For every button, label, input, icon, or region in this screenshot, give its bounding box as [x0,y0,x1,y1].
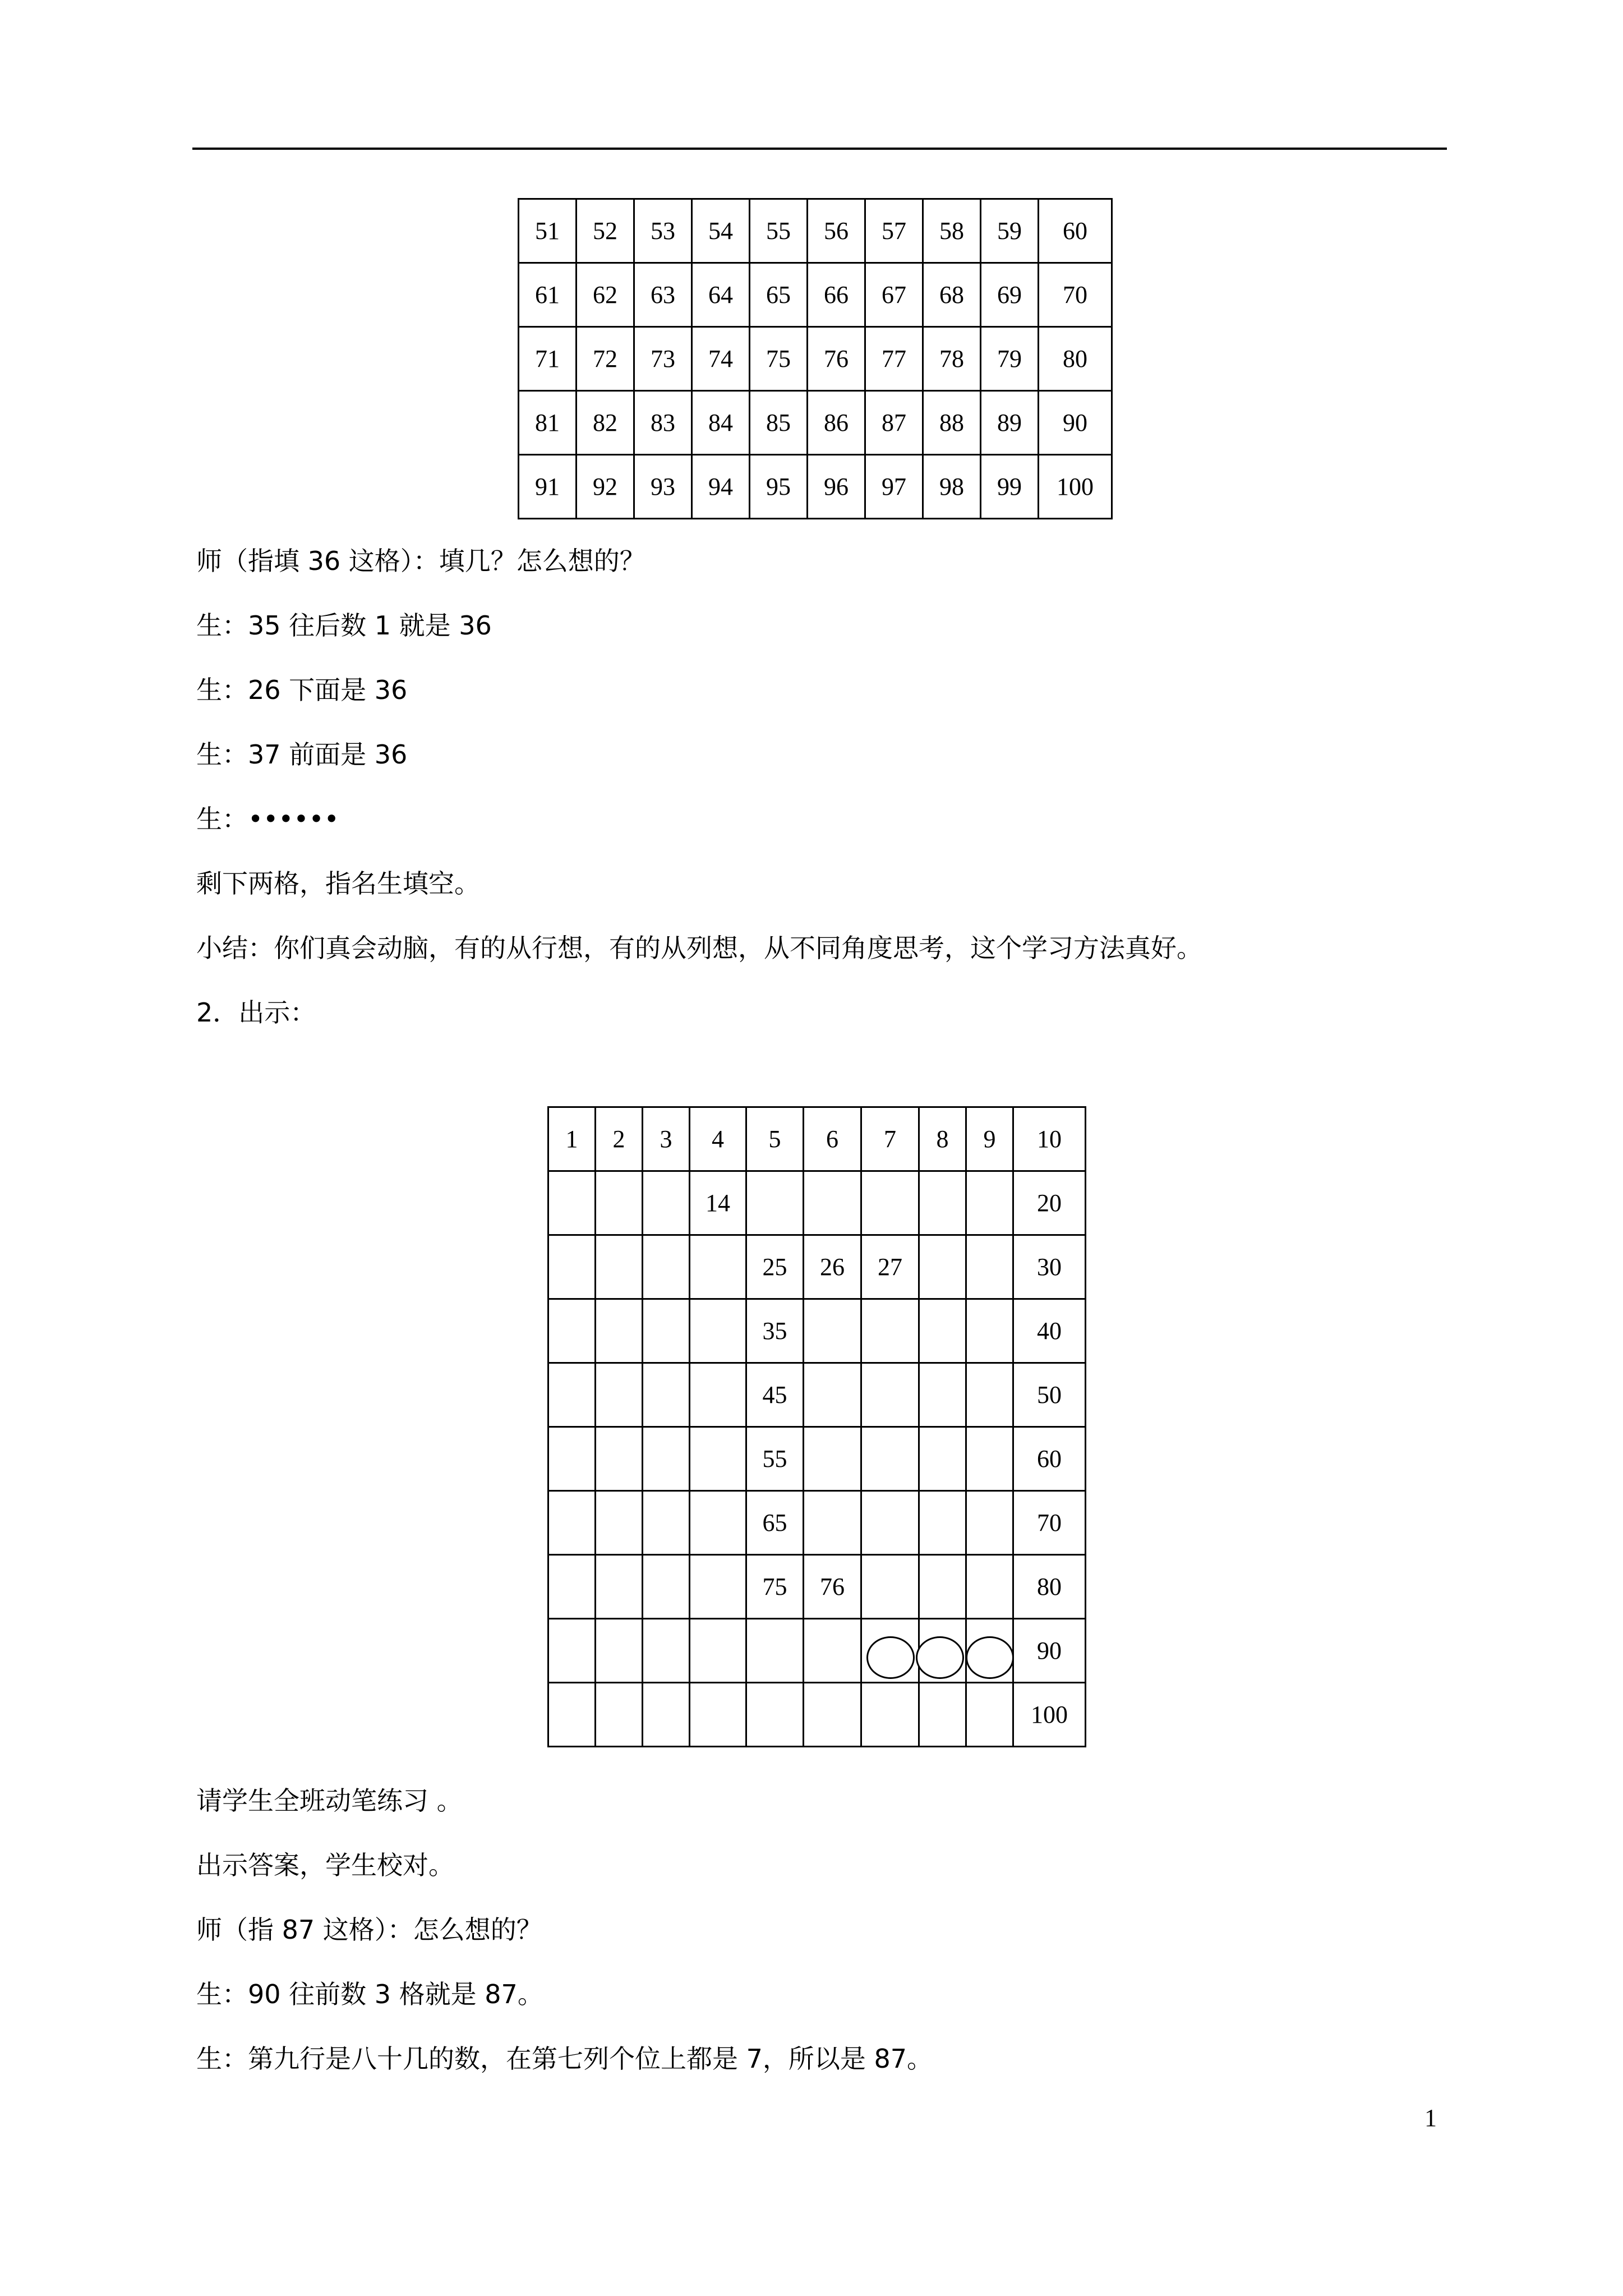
dialogue-line: 生：37 前面是 36 [196,739,408,770]
grid-row [519,455,1112,519]
grid-cell: 93 [634,455,692,519]
grid-cell [919,1171,966,1235]
grid-row [548,1427,1086,1491]
grid-cell: 40 [1013,1299,1086,1363]
grid-cell [643,1427,690,1491]
grid-cell: 69 [981,263,1039,327]
grid-cell: 59 [981,199,1039,263]
grid-cell [596,1363,643,1427]
grid-cell: 70 [1039,263,1112,327]
grid-cell: 6 [804,1107,861,1171]
grid-cell: 65 [750,263,808,327]
grid-cell: 83 [634,391,692,455]
grid-cell [861,1491,919,1555]
dialogue-line: 生：26 下面是 36 [196,675,408,705]
grid-cell: 82 [577,391,634,455]
grid-cell [690,1491,746,1555]
grid-cell [804,1491,861,1555]
grid-cell [966,1299,1013,1363]
circled-cell [966,1636,1014,1679]
grid-cell: 86 [808,391,865,455]
grid-cell: 52 [577,199,634,263]
grid-cell: 96 [808,455,865,519]
grid-cell: 80 [1013,1555,1086,1619]
grid-cell: 60 [1013,1427,1086,1491]
dialogue-line: 剩下两格，指名生填空。 [196,868,480,899]
grid-cell: 91 [519,455,577,519]
grid-cell: 1 [548,1107,596,1171]
grid-cell: 35 [746,1299,804,1363]
grid-cell [861,1363,919,1427]
grid-row [519,263,1112,327]
page-number: 1 [1424,2104,1437,2132]
grid-row [519,391,1112,455]
grid-cell [919,1363,966,1427]
grid-cell [548,1555,596,1619]
grid-cell [919,1427,966,1491]
grid-cell [861,1299,919,1363]
grid-cell: 14 [690,1171,746,1235]
dialogue-line: 师（指 87 这格）：怎么想的？ [196,1915,542,1945]
grid-row [548,1683,1086,1747]
grid-cell: 50 [1013,1363,1086,1427]
grid-cell: 71 [519,327,577,391]
dialogue-line: 师（指填 36 这格）：填几？怎么想的？ [196,546,645,576]
grid-cell: 98 [923,455,981,519]
grid-cell [548,1299,596,1363]
grid-cell [643,1619,690,1683]
grid-cell [966,1235,1013,1299]
grid-cell [596,1171,643,1235]
grid-cell: 75 [746,1555,804,1619]
grid-cell [746,1619,804,1683]
grid-cell [919,1299,966,1363]
grid-cell [804,1619,861,1683]
grid-cell [966,1427,1013,1491]
grid-cell: 7 [861,1107,919,1171]
grid-cell [596,1491,643,1555]
grid-cell [804,1363,861,1427]
grid-row [548,1491,1086,1555]
dialogue-line: 生：•••••• [196,804,339,834]
grid-cell [548,1171,596,1235]
grid-cell [643,1491,690,1555]
grid-cell: 100 [1013,1683,1086,1747]
grid-cell: 3 [643,1107,690,1171]
grid-cell: 84 [692,391,750,455]
grid-cell: 60 [1039,199,1112,263]
grid-cell [596,1299,643,1363]
grid-cell: 54 [692,199,750,263]
grid-cell [643,1683,690,1747]
grid-cell: 80 [1039,327,1112,391]
grid-cell: 89 [981,391,1039,455]
grid-cell [804,1427,861,1491]
grid-cell [690,1299,746,1363]
grid-cell [746,1171,804,1235]
grid-cell: 26 [804,1235,861,1299]
grid-cell: 94 [692,455,750,519]
circled-cell [916,1636,964,1679]
grid-cell: 99 [981,455,1039,519]
summary-line: 小结：你们真会动脑，有的从行想，有的从列想，从不同角度思考，这个学习方法真好。 [196,933,1202,963]
grid-cell: 65 [746,1491,804,1555]
grid-cell: 8 [919,1107,966,1171]
grid-cell: 88 [923,391,981,455]
grid-cell: 5 [746,1107,804,1171]
grid-cell [966,1363,1013,1427]
grid-cell [966,1683,1013,1747]
grid-row [548,1299,1086,1363]
grid-cell [861,1171,919,1235]
grid-cell [919,1683,966,1747]
grid-cell: 67 [865,263,923,327]
grid-cell [548,1491,596,1555]
grid-cell: 30 [1013,1235,1086,1299]
grid-cell: 76 [804,1555,861,1619]
grid-cell [548,1683,596,1747]
grid-cell [548,1619,596,1683]
grid-cell: 4 [690,1107,746,1171]
grid-cell: 2 [596,1107,643,1171]
grid-cell: 62 [577,263,634,327]
grid-cell [690,1683,746,1747]
grid-cell: 92 [577,455,634,519]
grid-cell: 75 [750,327,808,391]
grid-cell [919,1235,966,1299]
grid-cell [804,1171,861,1235]
grid-cell: 55 [746,1427,804,1491]
grid-cell: 97 [865,455,923,519]
grid-cell [548,1363,596,1427]
grid-cell: 79 [981,327,1039,391]
grid-cell: 61 [519,263,577,327]
grid-cell: 9 [966,1107,1013,1171]
grid-cell: 63 [634,263,692,327]
grid-cell: 66 [808,263,865,327]
grid-cell: 87 [865,391,923,455]
grid-cell: 90 [1013,1619,1086,1683]
grid-row [548,1171,1086,1235]
grid-cell [861,1683,919,1747]
grid-row [548,1555,1086,1619]
grid-cell [548,1235,596,1299]
grid-cell: 51 [519,199,577,263]
dialogue-line: 出示答案，学生校对。 [196,1850,454,1880]
grid-cell: 90 [1039,391,1112,455]
number-grid-51-100 [518,198,1113,519]
dialogue-line: 请学生全班动笔练习 。 [196,1786,463,1816]
grid-cell [596,1683,643,1747]
grid-cell: 45 [746,1363,804,1427]
grid-cell [596,1619,643,1683]
grid-row [519,327,1112,391]
grid-cell: 76 [808,327,865,391]
grid-cell [643,1363,690,1427]
grid-cell: 57 [865,199,923,263]
grid-cell [804,1683,861,1747]
grid-cell [643,1555,690,1619]
grid-cell [690,1619,746,1683]
dialogue-line: 生：90 往前数 3 格就是 87。 [196,1979,543,2009]
grid-cell [861,1555,919,1619]
grid-cell [919,1491,966,1555]
grid-cell: 25 [746,1235,804,1299]
grid-cell: 74 [692,327,750,391]
grid-cell [596,1427,643,1491]
grid-cell: 81 [519,391,577,455]
grid-row [548,1107,1086,1171]
grid-row [519,199,1112,263]
grid-cell: 58 [923,199,981,263]
grid-cell: 72 [577,327,634,391]
grid-cell [966,1555,1013,1619]
grid-cell [690,1427,746,1491]
grid-cell: 10 [1013,1107,1086,1171]
grid-cell: 55 [750,199,808,263]
grid-row [548,1235,1086,1299]
grid-cell [966,1491,1013,1555]
grid-cell: 78 [923,327,981,391]
grid-cell [548,1427,596,1491]
grid-cell [690,1555,746,1619]
grid-cell: 53 [634,199,692,263]
grid-cell [690,1235,746,1299]
dialogue-line: 生：第九行是八十几的数，在第七列个位上都是 7，所以是 87。 [196,2044,933,2074]
grid-cell: 68 [923,263,981,327]
grid-cell [596,1555,643,1619]
grid-cell [966,1171,1013,1235]
grid-cell: 85 [750,391,808,455]
grid-cell: 27 [861,1235,919,1299]
section-heading: 2．出示： [196,997,316,1028]
grid-cell: 73 [634,327,692,391]
grid-cell: 70 [1013,1491,1086,1555]
dialogue-line: 生：35 往后数 1 就是 36 [196,610,492,641]
circled-cell [866,1636,915,1679]
grid-cell [643,1171,690,1235]
grid-cell [690,1363,746,1427]
grid-cell: 95 [750,455,808,519]
grid-cell [643,1235,690,1299]
grid-cell [746,1683,804,1747]
grid-cell [861,1427,919,1491]
grid-cell [919,1555,966,1619]
grid-cell: 64 [692,263,750,327]
grid-cell [804,1299,861,1363]
grid-row [548,1363,1086,1427]
grid-cell: 100 [1039,455,1112,519]
header-rule [192,148,1447,150]
grid-cell [643,1299,690,1363]
grid-cell: 56 [808,199,865,263]
grid-cell: 77 [865,327,923,391]
grid-cell [596,1235,643,1299]
grid-cell: 20 [1013,1171,1086,1235]
